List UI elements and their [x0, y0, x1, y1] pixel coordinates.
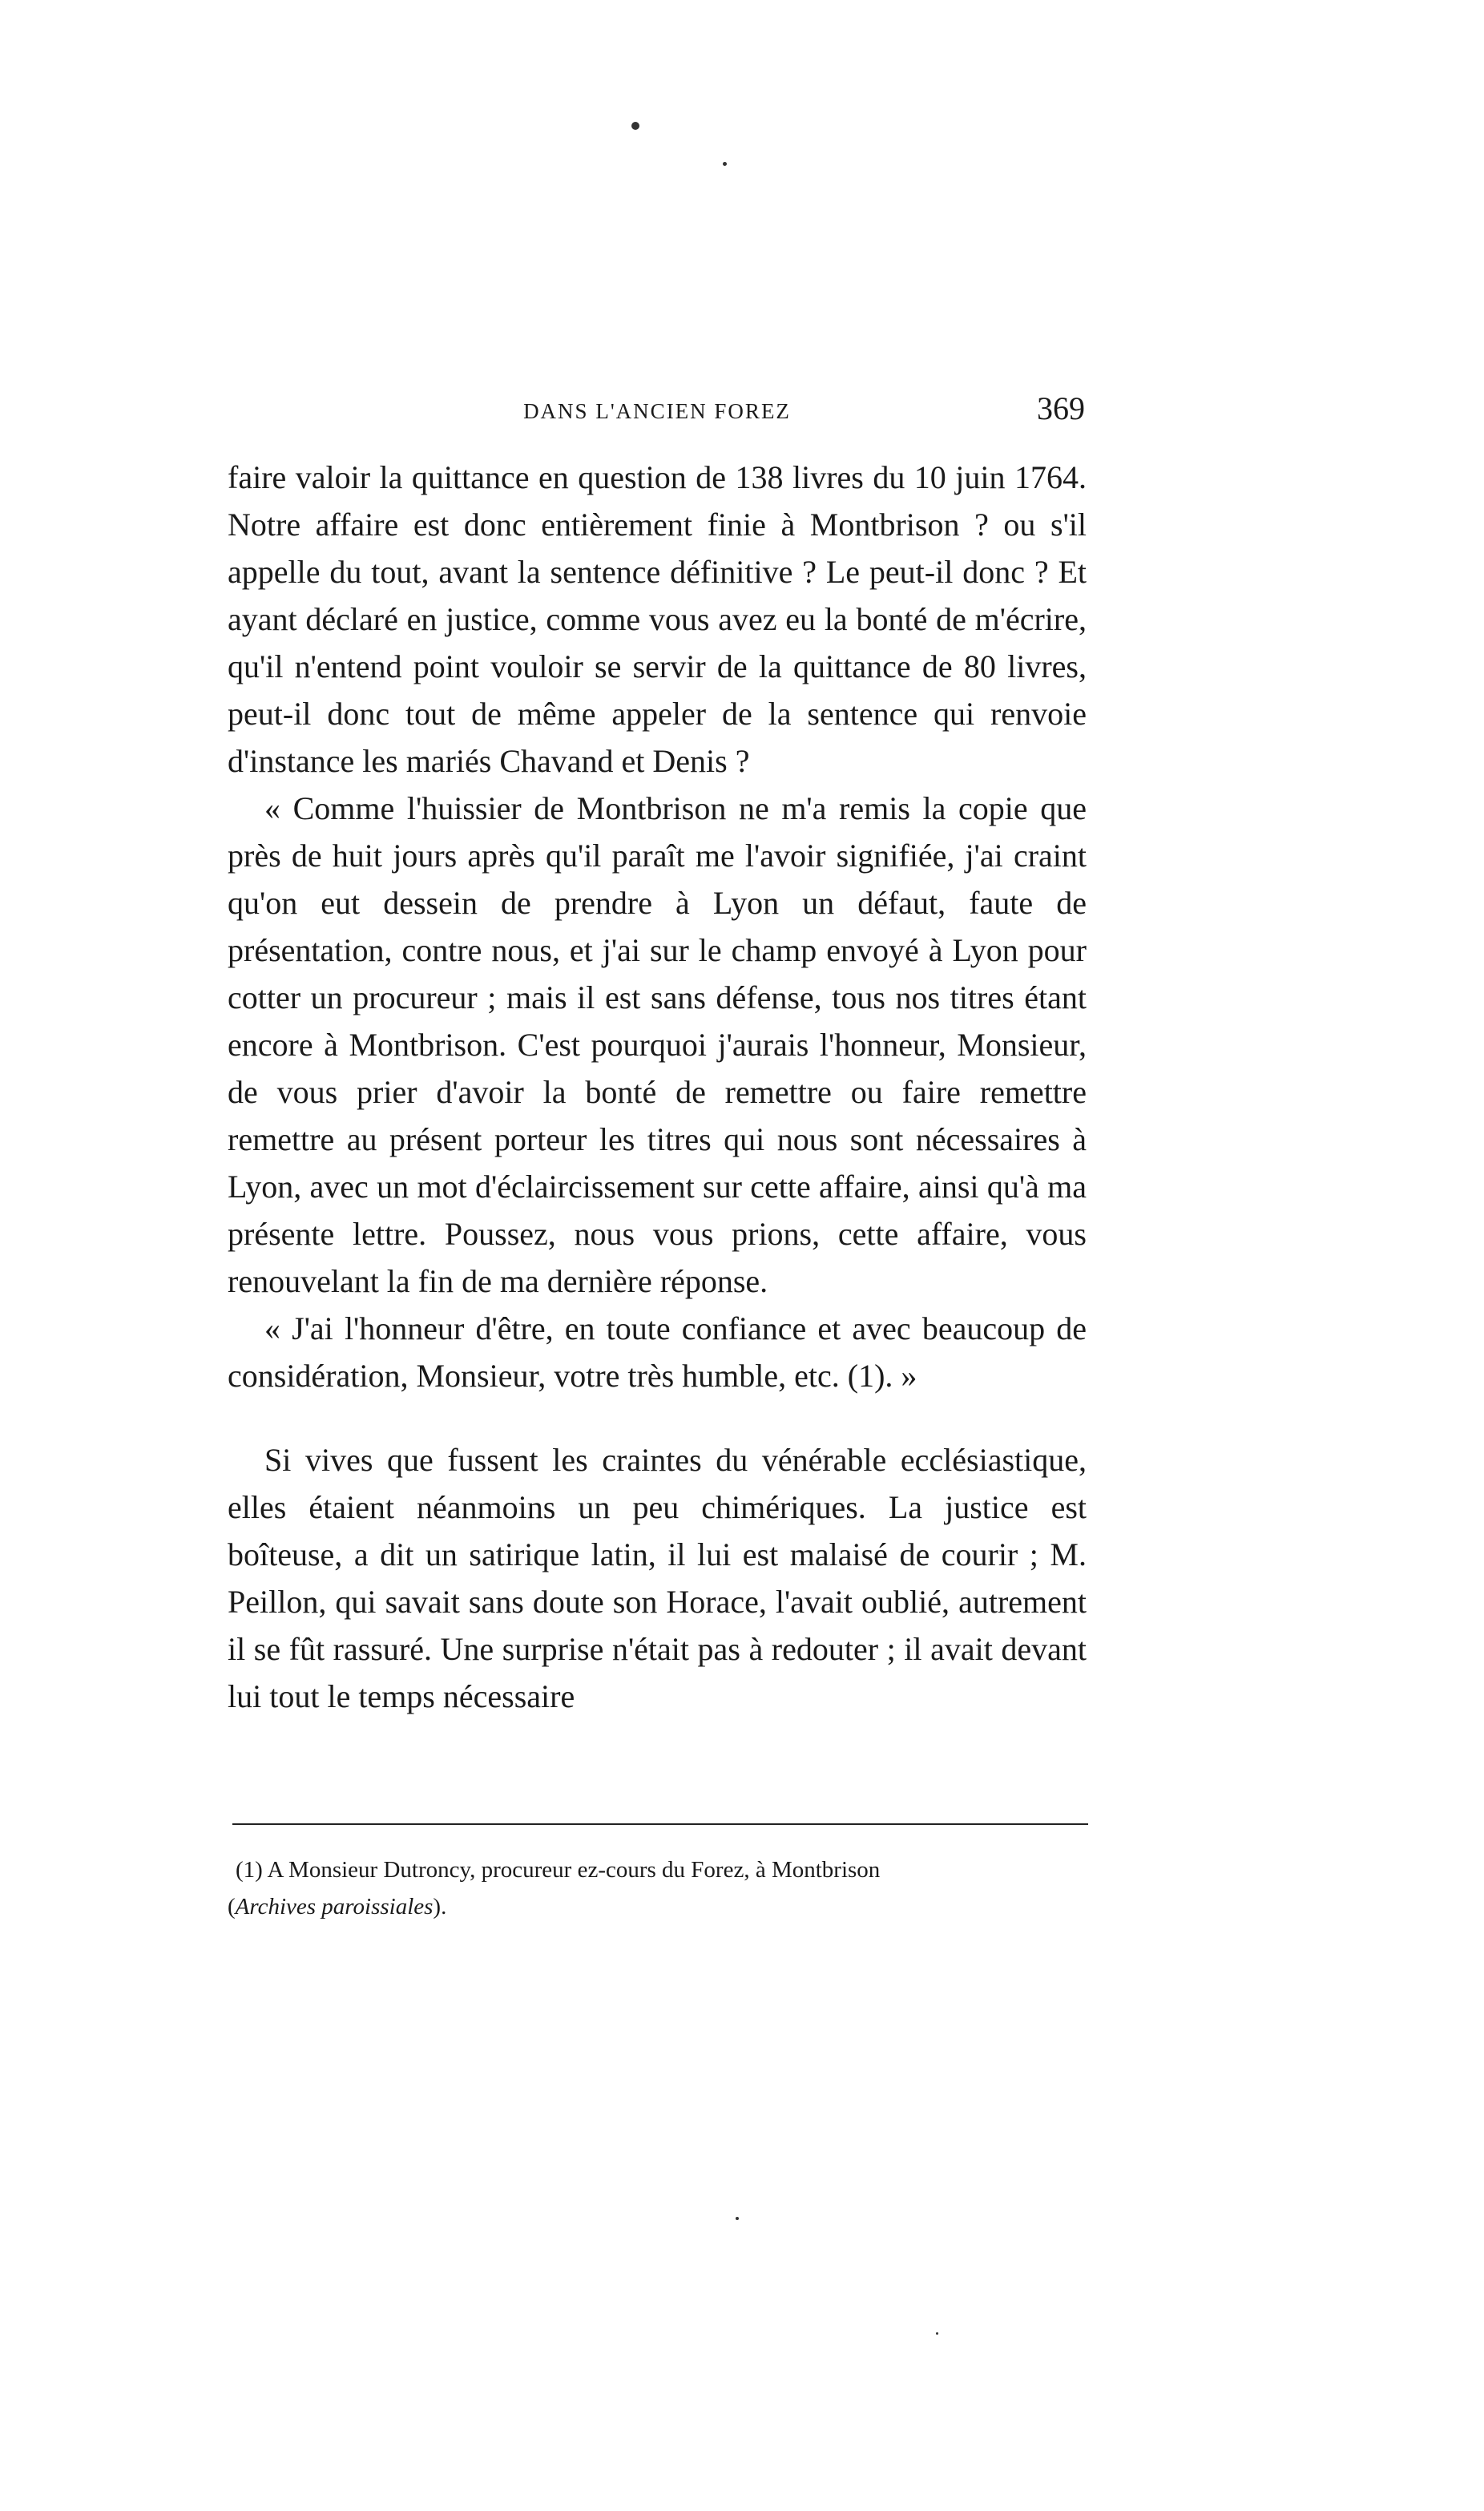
ink-speck	[723, 162, 727, 166]
page-header	[228, 390, 1087, 438]
footnote: (1) A Monsieur Dutroncy, procureur ez-cours du Forez, à Montbrison (Archives paroissiales).	[228, 1857, 881, 1920]
page-number: 369	[1037, 390, 1085, 426]
footnote-text: (1) A Monsieur Dutroncy, procureur ez-cours du Forez, à Montbrison	[236, 1857, 881, 1883]
footnote-source: Archives paroissiales	[235, 1894, 434, 1920]
paragraph-continuation: faire valoir la quittance en question de 138 livres du 10 juin 1764. Notre affaire est donc entièrement finie à Montbrison ? ou s'il appelle du tout, avant la sentence définitive ? Le peut-il donc ? Et ayant déclaré en justice, comme vous avez eu la bonté de m'écrire, qu'il n'entend point vouloir se servir de la quittance de 80 livres, peut-il donc tout de même appeler de la sentence qui renvoie d'instance les mariés Chavand et Denis ?	[228, 459, 1087, 779]
body-text	[228, 454, 1087, 1720]
ink-speck	[936, 2332, 938, 2335]
paragraph-letter-closing: « J'ai l'honneur d'être, en toute confiance et avec beaucoup de considération, Monsieur, votre très humble, etc. (1). »	[228, 1310, 1087, 1394]
footnote-rule	[232, 1823, 1088, 1825]
paragraph-letter-quote: « Comme l'huissier de Montbrison ne m'a remis la copie que près de huit jours après qu'il paraît me l'avoir signifiée, j'ai craint qu'on eut dessein de prendre à Lyon un défaut, faute de présentation, contre nous, et j'ai sur le champ envoyé à Lyon pour cotter un procureur ; mais il est sans défense, tous nos titres étant encore à Montbrison. C'est pourquoi j'aurais l'honneur, Monsieur, de vous prier d'avoir la bonté de remettre ou faire remettre remettre au présent porteur les titres qui nous sont nécessaires à Lyon, avec un mot d'éclaircissement sur cette affaire, ainsi qu'à ma présente lettre. Poussez, nous vous prions, cette affaire, vous renouvelant la fin de ma dernière réponse.	[228, 790, 1087, 1299]
running-head: DANS L'ANCIEN FOREZ	[523, 399, 791, 423]
ink-speck	[631, 122, 639, 130]
paragraph-commentary: Si vives que fussent les craintes du vénérable ecclésiastique, elles étaient néanmoins un peu chimériques. La justice est boîteuse, a dit un satirique latin, il lui est malaisé de courir ; M. Peillon, qui savait sans doute son Horace, l'avait oublié, autrement il se fût rassuré. Une surprise n'était pas à redouter ; il avait devant lui tout le temps nécessaire	[228, 1442, 1087, 1714]
ink-speck	[736, 2217, 739, 2220]
